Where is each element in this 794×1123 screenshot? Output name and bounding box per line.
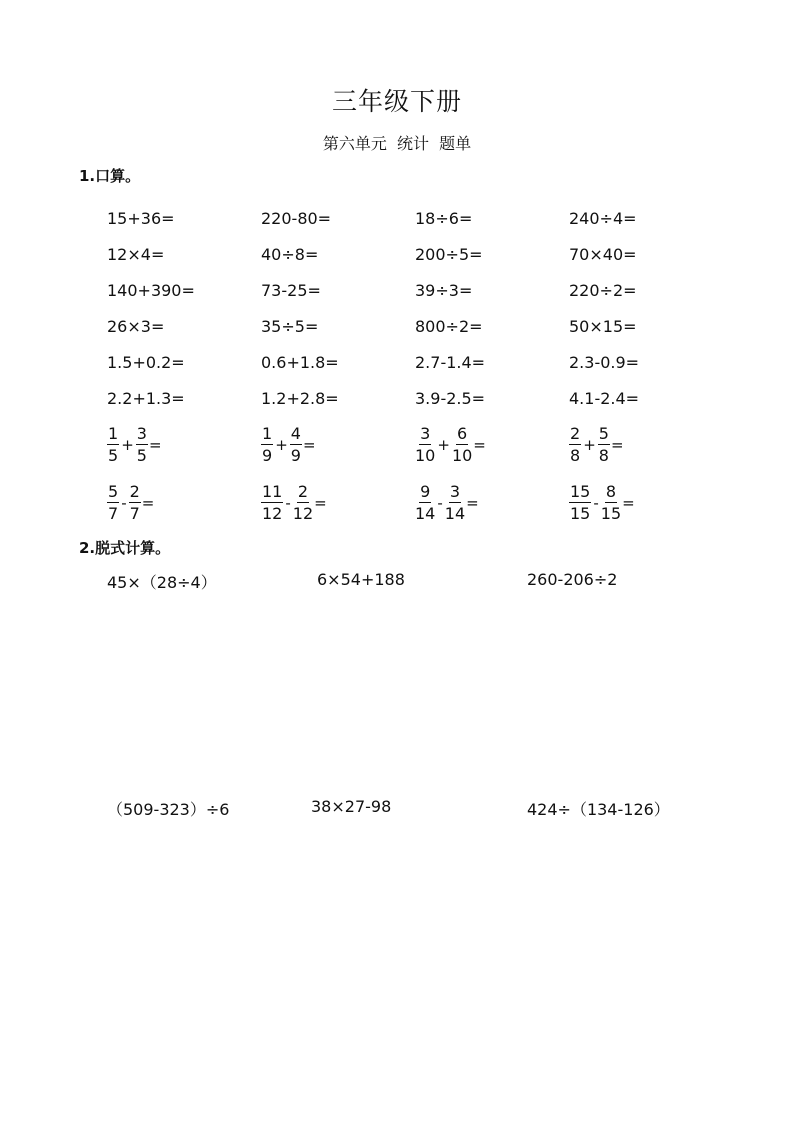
numerator: 2	[297, 482, 309, 501]
numerator: 3	[136, 424, 147, 443]
page-subtitle: 第六单元 统计 题单	[322, 134, 472, 153]
mental-math-item: 3.9-2.5=	[415, 388, 486, 408]
mental-math-row	[107, 272, 727, 308]
numerator: 15	[570, 482, 591, 501]
denominator: 14	[415, 504, 436, 523]
fraction-item	[261, 483, 415, 523]
equals-sign: =	[302, 436, 316, 454]
equals-sign: =	[610, 436, 624, 454]
mental-math-grid	[107, 200, 727, 532]
mental-math-item: 1.2+2.8=	[261, 388, 339, 408]
fraction-item	[261, 425, 415, 465]
mental-math-row	[107, 344, 727, 380]
numerator: 2	[129, 482, 140, 501]
denominator: 9	[262, 446, 273, 465]
denominator: 9	[290, 446, 301, 465]
equals-sign: =	[622, 494, 635, 512]
denominator: 5	[136, 446, 147, 465]
fraction-b	[598, 425, 610, 465]
mental-math-item: 220-80=	[261, 208, 332, 228]
numerator: 9	[420, 482, 431, 501]
fraction-a	[107, 483, 119, 523]
fraction-b	[136, 425, 148, 465]
mental-math-row	[107, 380, 727, 416]
calc-problem-4: （509-323）÷6	[107, 800, 230, 819]
fraction-item	[569, 483, 723, 523]
fraction-row	[107, 416, 727, 474]
mental-math-item: 200÷5=	[415, 244, 483, 264]
mental-math-item: 0.6+1.8=	[261, 352, 339, 372]
mental-math-item: 800÷2=	[415, 316, 483, 336]
mental-math-item: 15+36=	[107, 208, 175, 228]
mental-math-item: 1.5+0.2=	[107, 352, 185, 372]
operator: +	[437, 436, 450, 454]
mental-math-item: 70×40=	[569, 244, 637, 264]
mental-math-item: 18÷6=	[415, 208, 473, 228]
mental-math-item: 26×3=	[107, 316, 165, 336]
calc-problem-6: 424÷（134-126）	[527, 800, 670, 819]
mental-math-row	[107, 236, 727, 272]
fraction-b	[293, 483, 313, 523]
mental-math-item: 220÷2=	[569, 280, 637, 300]
operator: +	[275, 436, 288, 454]
denominator: 12	[262, 504, 283, 523]
denominator: 7	[129, 504, 140, 523]
mental-math-item: 40÷8=	[261, 244, 319, 264]
fraction-b	[452, 425, 472, 465]
denominator: 15	[570, 504, 591, 523]
fraction-a	[415, 483, 435, 523]
numerator: 5	[108, 482, 119, 501]
denominator: 8	[570, 446, 581, 465]
fraction-a	[569, 425, 581, 465]
numerator: 6	[457, 424, 468, 443]
denominator: 8	[598, 446, 609, 465]
mental-math-item: 39÷3=	[415, 280, 473, 300]
page-title: 三年级下册	[331, 87, 462, 116]
numerator: 4	[290, 424, 301, 443]
mental-math-item: 35÷5=	[261, 316, 319, 336]
numerator: 5	[598, 424, 609, 443]
numerator: 3	[420, 424, 431, 443]
operator: -	[437, 494, 443, 512]
fraction-a	[415, 425, 435, 465]
operator: -	[121, 494, 127, 512]
equals-sign: =	[314, 494, 327, 512]
equals-sign: =	[148, 436, 162, 454]
numerator: 3	[449, 482, 461, 501]
section-1-title: 1.口算。	[79, 167, 141, 185]
fraction-b	[290, 425, 302, 465]
fraction-item	[415, 483, 569, 523]
fraction-a	[569, 483, 591, 523]
equals-sign: =	[141, 494, 155, 512]
equals-sign: =	[466, 494, 479, 512]
equals-sign: =	[473, 436, 486, 454]
denominator: 10	[415, 446, 436, 465]
mental-math-item: 2.2+1.3=	[107, 388, 185, 408]
numerator: 2	[570, 424, 581, 443]
denominator: 5	[108, 446, 119, 465]
mental-math-row	[107, 200, 727, 236]
operator: +	[583, 436, 596, 454]
mental-math-item: 2.3-0.9=	[569, 352, 640, 372]
mental-math-item: 50×15=	[569, 316, 637, 336]
operator: +	[121, 436, 134, 454]
operator: -	[593, 494, 599, 512]
denominator: 7	[108, 504, 119, 523]
section-2-title: 2.脱式计算。	[79, 539, 171, 557]
operator: -	[285, 494, 291, 512]
fraction-row	[107, 474, 727, 532]
mental-math-item: 140+390=	[107, 280, 195, 300]
calc-problem-5: 38×27-98	[311, 797, 392, 816]
mental-math-row	[107, 308, 727, 344]
fraction-a	[261, 483, 283, 523]
mental-math-item: 4.1-2.4=	[569, 388, 640, 408]
numerator: 11	[262, 482, 283, 501]
denominator: 15	[600, 504, 622, 523]
fraction-b	[129, 483, 141, 523]
fraction-item	[569, 425, 723, 465]
fraction-b	[601, 483, 621, 523]
fraction-b	[445, 483, 465, 523]
numerator: 1	[262, 424, 273, 443]
mental-math-item: 2.7-1.4=	[415, 352, 486, 372]
calc-problem-3: 260-206÷2	[527, 570, 618, 589]
denominator: 14	[444, 504, 466, 523]
fraction-item	[107, 483, 261, 523]
fraction-a	[261, 425, 273, 465]
fraction-a	[107, 425, 119, 465]
mental-math-item: 240÷4=	[569, 208, 637, 228]
fraction-item	[107, 425, 261, 465]
calc-problem-1: 45×（28÷4）	[107, 573, 217, 592]
mental-math-item: 12×4=	[107, 244, 165, 264]
mental-math-item: 73-25=	[261, 280, 321, 300]
numerator: 8	[605, 482, 617, 501]
fraction-item	[415, 425, 569, 465]
calc-problem-2: 6×54+188	[317, 570, 405, 589]
numerator: 1	[108, 424, 119, 443]
denominator: 12	[292, 504, 314, 523]
denominator: 10	[451, 446, 473, 465]
